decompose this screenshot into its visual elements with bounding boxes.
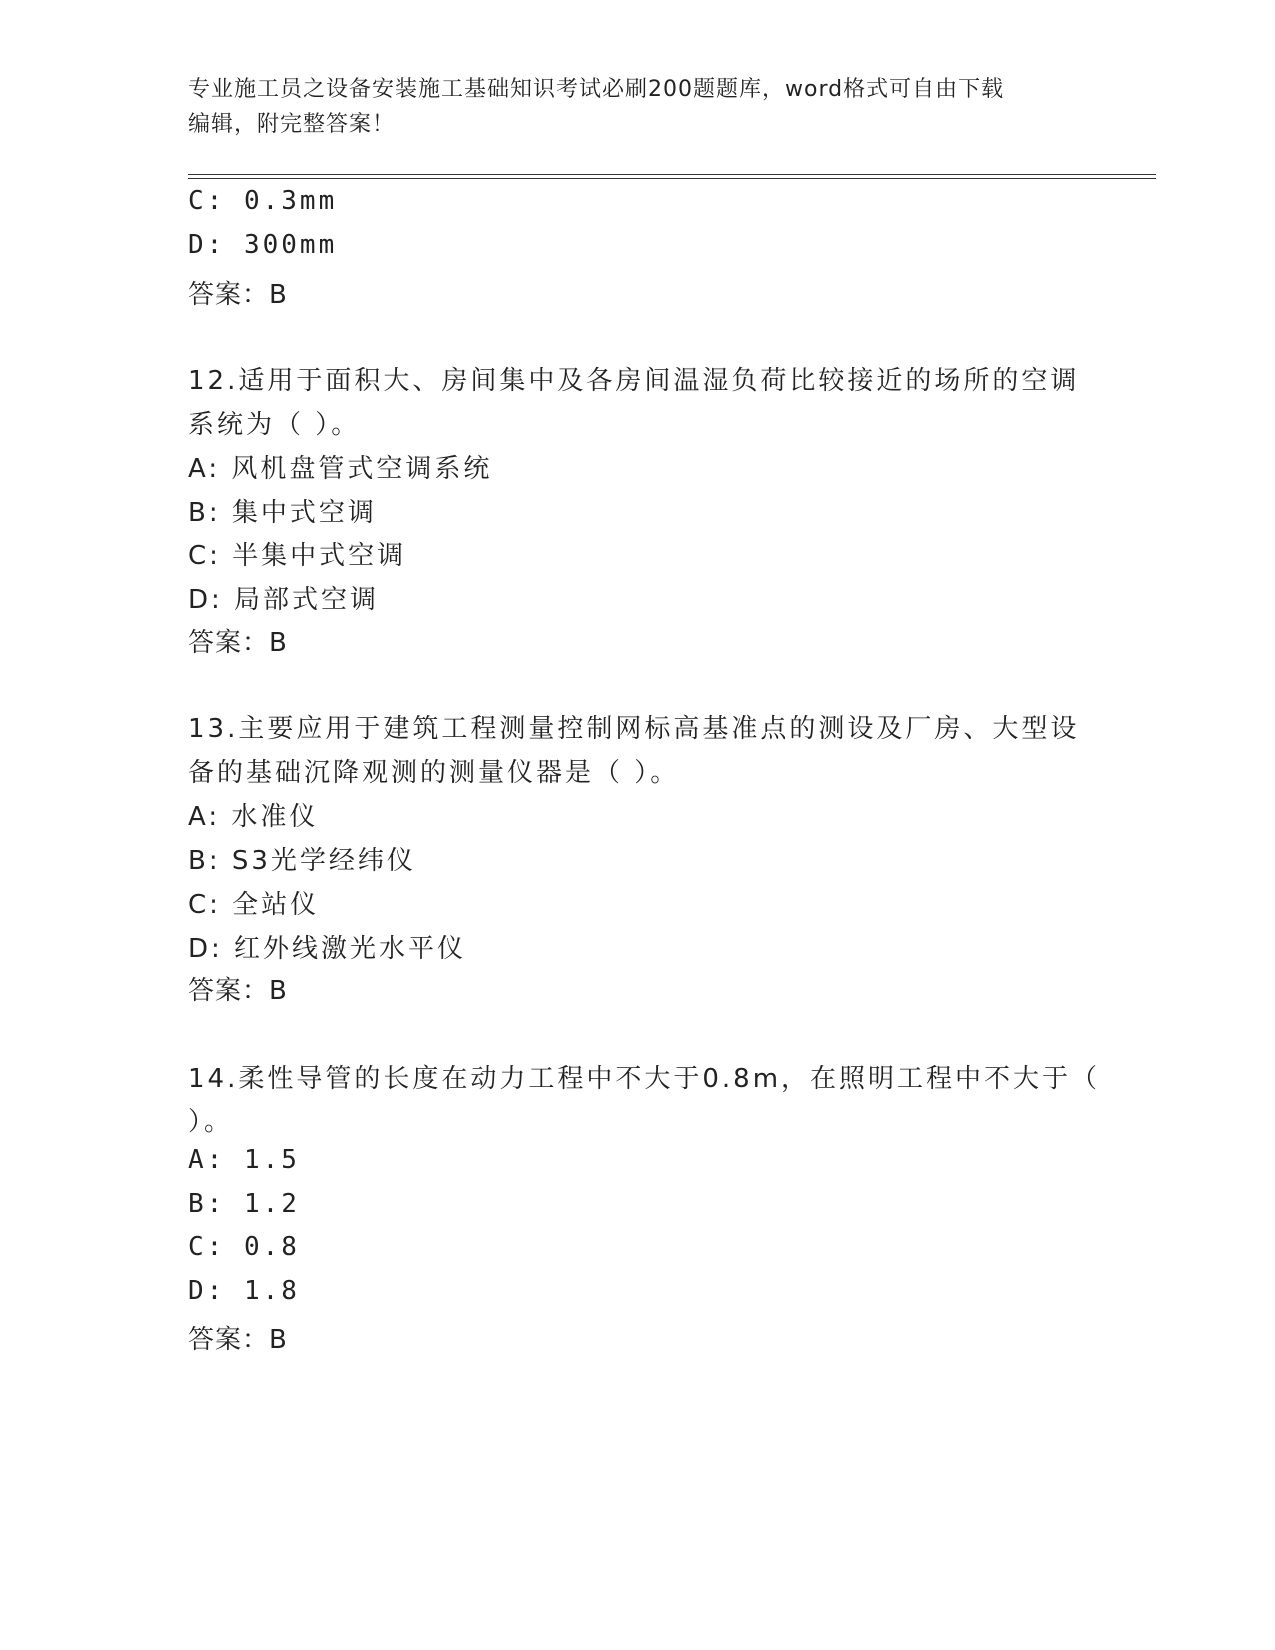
q12-stem-line-1: 12.适用于面积大、房间集中及各房间温湿负荷比较接近的场所的空调 bbox=[188, 366, 1080, 396]
q13-option-a: A: 水准仪 bbox=[188, 802, 319, 832]
q14-stem-line-1: 14.柔性导管的长度在动力工程中不大于0.8m，在照明工程中不大于（ bbox=[188, 1064, 1101, 1094]
q13-answer: 答案：B bbox=[188, 976, 288, 1006]
q13-option-d: D: 红外线激光水平仪 bbox=[188, 934, 467, 964]
q12-option-b: B: 集中式空调 bbox=[188, 498, 377, 528]
header-divider bbox=[188, 174, 1156, 179]
q13-stem-line-1: 13.主要应用于建筑工程测量控制网标高基准点的测设及厂房、大型设 bbox=[188, 714, 1080, 744]
q14-option-c: C: 0.8 bbox=[188, 1232, 300, 1262]
q14-option-a: A: 1.5 bbox=[188, 1145, 300, 1175]
q12-option-c: C: 半集中式空调 bbox=[188, 541, 407, 571]
q14-answer: 答案：B bbox=[188, 1325, 288, 1355]
header-line-2: 编辑，附完整答案！ bbox=[188, 112, 396, 137]
q11-option-d: D: 300mm bbox=[188, 230, 338, 260]
q14-stem-line-2: ）。 bbox=[188, 1107, 234, 1137]
q13-stem-line-2: 备的基础沉降观测的测量仪器是（ ）。 bbox=[188, 758, 680, 788]
q12-option-d: D: 局部式空调 bbox=[188, 585, 380, 615]
q11-answer: 答案：B bbox=[188, 280, 288, 310]
q13-option-b: B: S3光学经纬仪 bbox=[188, 846, 416, 876]
q12-option-a: A: 风机盘管式空调系统 bbox=[188, 454, 493, 484]
q11-option-c: C: 0.3mm bbox=[188, 186, 338, 216]
q12-answer: 答案：B bbox=[188, 628, 288, 658]
q12-stem-line-2: 系统为（ ）。 bbox=[188, 410, 361, 440]
q14-option-d: D: 1.8 bbox=[188, 1276, 300, 1306]
q13-option-c: C: 全站仪 bbox=[188, 890, 320, 920]
header-line-1: 专业施工员之设备安装施工基础知识考试必刷200题题库，word格式可自由下载 bbox=[188, 77, 1005, 102]
document-header bbox=[188, 72, 1068, 142]
q14-option-b: B: 1.2 bbox=[188, 1189, 300, 1219]
